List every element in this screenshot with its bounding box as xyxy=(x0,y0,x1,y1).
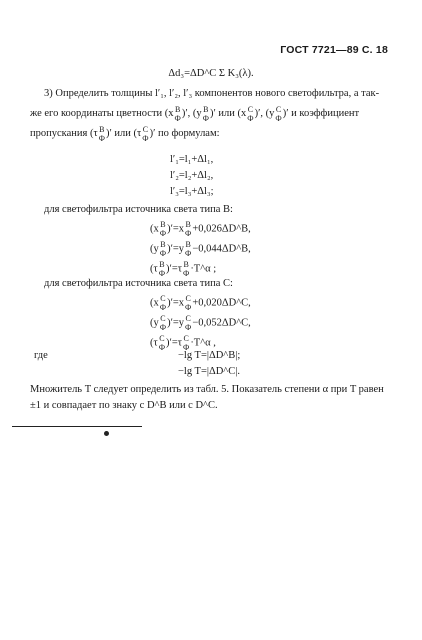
frac-bottom: Ф xyxy=(182,343,190,352)
final-paragraph-line-2: ±1 и совпадает по знаку с D^В или с D^С. xyxy=(30,400,218,411)
text: )′=y xyxy=(167,243,185,255)
fraction-b-phi xyxy=(175,105,181,123)
frac-bottom: Ф xyxy=(202,113,209,123)
text: )′=y xyxy=(167,317,185,329)
frac-top: В xyxy=(160,220,166,229)
lg-formula-c: −lg T=|ΔD^С|. xyxy=(178,366,240,377)
text: −0,044ΔD^В, xyxy=(192,243,251,255)
frac-bottom: Ф xyxy=(185,323,192,332)
label-source-c: для светофильтра источника света типа С: xyxy=(44,278,233,289)
text: же его координаты цветности xyxy=(30,108,163,119)
text: )′, (y xyxy=(254,108,275,119)
eq-b-tau xyxy=(150,260,216,278)
eq-c-x xyxy=(150,294,251,312)
frac-top: С xyxy=(183,334,189,343)
step-3-line-2 xyxy=(30,104,392,124)
frac-bottom: Ф xyxy=(159,249,167,258)
frac-bottom: Ф xyxy=(159,229,167,238)
where-label: где xyxy=(34,350,48,361)
fraction-b-phi xyxy=(99,125,105,143)
frac-bottom: Ф xyxy=(185,303,192,312)
frac-top: В xyxy=(160,240,166,249)
frac-bottom: Ф xyxy=(247,113,254,123)
fraction-c-phi xyxy=(160,314,166,332)
final-paragraph-line-1: Множитель T следует определить из табл. 5. Показатель степени α при T равен xyxy=(30,384,384,395)
frac-top: С xyxy=(185,314,191,323)
frac-top: В xyxy=(99,124,105,134)
text: ·T^α , xyxy=(190,337,216,349)
page-header: ГОСТ 7721—89 С. 18 xyxy=(280,44,388,56)
step-3-line-1: 3) Определить толщины l′₁, l′₂, l′₃ компонентов нового светофильтра, а так- xyxy=(44,88,380,99)
thickness-formula-2: l′₂=l₂+Δl₂, xyxy=(170,170,214,181)
text: (y xyxy=(150,317,159,329)
text: )′=τ xyxy=(166,337,182,349)
fraction-b-phi xyxy=(185,240,191,258)
text: (x xyxy=(150,223,159,235)
delta-d3-formula xyxy=(0,68,422,79)
thickness-formula-1: l′₁=l₁+Δl₁, xyxy=(170,154,214,165)
frac-bottom: Ф xyxy=(174,113,181,123)
frac-bottom: Ф xyxy=(275,113,282,123)
frac-top: С xyxy=(275,104,282,114)
paragraph-step-3 xyxy=(30,84,392,144)
eq-b-y xyxy=(150,240,251,258)
text: (τ xyxy=(150,263,158,275)
frac-bottom: Ф xyxy=(182,269,190,278)
text: )′ по формулам: xyxy=(149,128,220,139)
text: )′, (y xyxy=(181,108,202,119)
text: )′=τ xyxy=(166,263,182,275)
lg-formula-b: −lg T=|ΔD^В|; xyxy=(178,350,241,361)
fraction-c-phi xyxy=(160,294,166,312)
formula-text: Δd₃=ΔD^С Σ K₃(λ). xyxy=(168,68,254,79)
text: +0,020ΔD^С, xyxy=(192,297,251,309)
frac-bottom: Ф xyxy=(159,303,167,312)
frac-top: С xyxy=(142,124,149,134)
fraction-b-phi xyxy=(160,220,166,238)
text: )′=x xyxy=(167,297,185,309)
eq-c-y xyxy=(150,314,251,332)
frac-top: В xyxy=(159,260,165,269)
text: (x xyxy=(164,108,174,119)
text: )′ или (τ xyxy=(106,128,142,139)
text: (τ xyxy=(150,337,158,349)
frac-top: С xyxy=(160,294,166,303)
fraction-b-phi xyxy=(203,105,209,123)
frac-bottom: Ф xyxy=(98,133,105,143)
text: +0,026ΔD^В, xyxy=(192,223,251,235)
frac-top: В xyxy=(183,260,189,269)
frac-top: С xyxy=(160,314,166,323)
text: −0,052ΔD^С, xyxy=(192,317,251,329)
eq-b-x xyxy=(150,220,251,238)
frac-top: В xyxy=(175,104,181,114)
fraction-b-phi xyxy=(160,240,166,258)
fraction-b-phi xyxy=(185,220,191,238)
text: )′=x xyxy=(167,223,185,235)
frac-bottom: Ф xyxy=(142,133,149,143)
fraction-b-phi xyxy=(183,260,189,278)
fraction-c-phi xyxy=(275,105,281,123)
frac-bottom: Ф xyxy=(158,269,166,278)
thickness-formula-3: l′₃=l₃+Δl₃; xyxy=(170,186,214,197)
frac-bottom: Ф xyxy=(185,229,192,238)
frac-top: С xyxy=(185,294,191,303)
frac-bottom: Ф xyxy=(159,323,167,332)
fraction-c-phi xyxy=(159,334,165,352)
frac-top: В xyxy=(203,104,209,114)
frac-top: С xyxy=(247,104,254,114)
text: )′ или (x xyxy=(210,108,247,119)
fraction-c-phi xyxy=(247,105,253,123)
fraction-b-phi xyxy=(159,260,165,278)
fraction-c-phi xyxy=(185,314,191,332)
text: (x xyxy=(150,297,159,309)
fraction-c-phi xyxy=(185,294,191,312)
text: пропускания (τ xyxy=(30,128,98,139)
frac-bottom: Ф xyxy=(185,249,192,258)
step-3-line-3 xyxy=(30,124,392,144)
frac-bottom: Ф xyxy=(158,343,166,352)
frac-top: С xyxy=(159,334,165,343)
ink-dot xyxy=(104,431,109,436)
text: ·T^α ; xyxy=(190,263,217,275)
footnote-rule xyxy=(12,426,142,427)
text: )′ и коэффициент xyxy=(282,108,360,119)
label-source-b: для светофильтра источника света типа В: xyxy=(44,204,233,215)
frac-top: В xyxy=(185,220,191,229)
fraction-c-phi xyxy=(142,125,148,143)
frac-top: В xyxy=(185,240,191,249)
text: (y xyxy=(150,243,159,255)
